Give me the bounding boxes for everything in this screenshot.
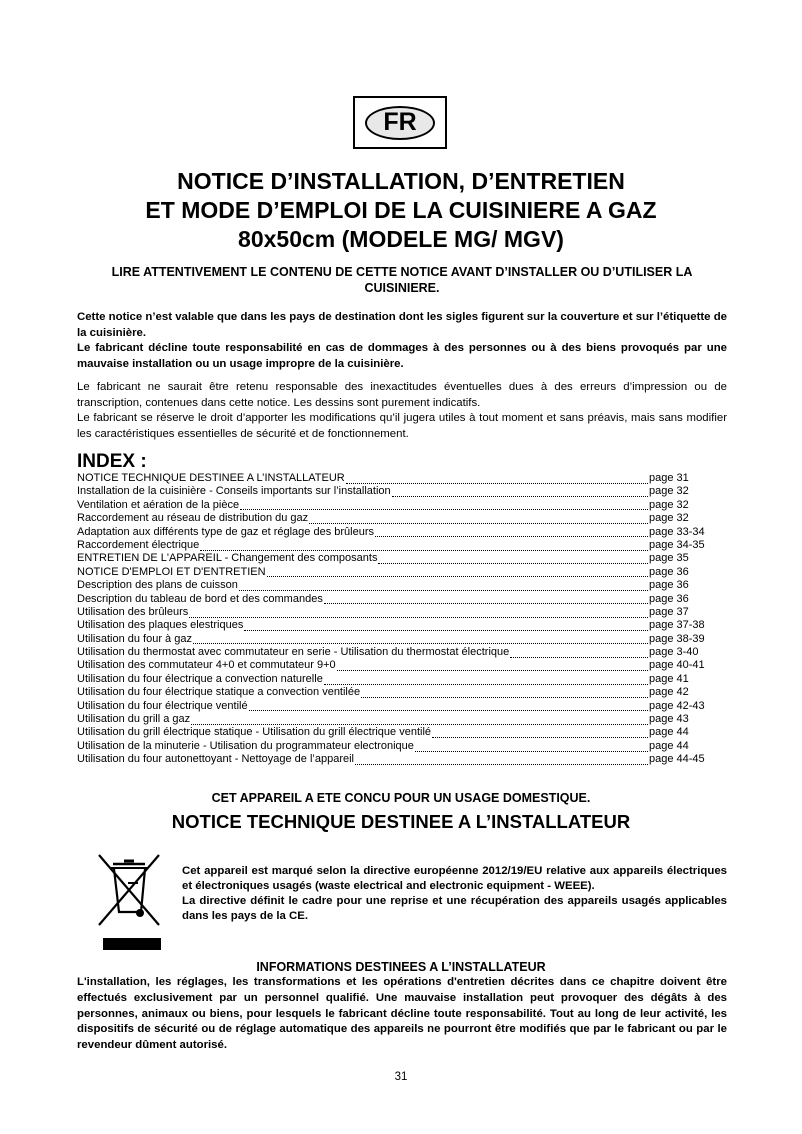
title-line-3: 80x50cm (MODELE MG/ MGV)	[238, 226, 564, 252]
domestic-use-notice: CET APPAREIL A ETE CONCU POUR UN USAGE DOMESTIQUE.	[211, 791, 591, 805]
index-item[interactable]: Utilisation du four autonettoyant - Nettoyage de l’appareil page 44-45	[77, 753, 705, 766]
index-item[interactable]: Utilisation des plaques elestriques page 37-38	[77, 619, 705, 632]
page-number: 31	[394, 1071, 408, 1083]
liability-paragraph: Le fabricant décline toute responsabilité en cas de dommages à des personnes ou à des biens provoqués par une mauvaise installation ou un usage impropre de la cuisinière.	[77, 342, 727, 370]
index-item[interactable]: Utilisation du four électrique a convection naturelle page 41	[77, 672, 689, 685]
document-title	[0, 167, 802, 254]
country-code-oval: FR	[365, 106, 435, 140]
index-item[interactable]: Utilisation du grill a gaz page 43	[77, 713, 689, 726]
index-list	[77, 472, 727, 767]
title-line-1: NOTICE D’INSTALLATION, D’ENTRETIEN	[177, 168, 625, 194]
crossed-out-wheelie-bin-icon	[93, 850, 165, 952]
index-item[interactable]: Utilisation du thermostat avec commutateur en serie - Utilisation du thermostat électrique page 3-40	[77, 646, 699, 659]
leader-dots	[249, 701, 648, 711]
leader-dots	[378, 554, 648, 564]
read-carefully-warning: LIRE ATTENTIVEMENT LE CONTENU DE CETTE NOTICE AVANT D’INSTALLER OU D’UTILISER LA CUISINIERE.	[111, 265, 693, 295]
index-item[interactable]: Utilisation de la minuterie - Utilisation du programmateur electronique page 44	[77, 739, 689, 752]
intro-bold-block	[77, 310, 727, 372]
leader-dots	[337, 661, 648, 671]
leader-dots	[189, 608, 648, 618]
leader-dots	[324, 594, 648, 604]
leader-dots	[510, 648, 648, 658]
leader-dots	[193, 634, 648, 644]
index-item[interactable]: NOTICE D'EMPLOI ET D'ENTRETIEN page 36	[77, 565, 689, 578]
leader-dots	[361, 688, 648, 698]
leader-dots	[239, 581, 648, 591]
leader-dots	[375, 527, 648, 537]
index-item[interactable]: NOTICE TECHNIQUE DESTINEE A L’INSTALLATEUR page 31	[77, 472, 689, 484]
intro-regular-block	[77, 380, 727, 442]
leader-dots	[415, 742, 648, 752]
section-title: NOTICE TECHNIQUE DESTINEE A L’INSTALLATEUR	[171, 811, 631, 832]
leader-dots	[240, 500, 648, 510]
leader-dots	[200, 541, 648, 551]
leader-dots	[346, 474, 648, 484]
weee-notice	[182, 864, 727, 924]
index-item[interactable]: Utilisation du four à gaz page 38-39	[77, 632, 705, 645]
validity-paragraph: Cette notice n’est valable que dans les pays de destination dont les sigles figurent sur la couverture et sur l’étiquette de la cuisinière.	[77, 311, 727, 339]
index-item[interactable]: Adaptation aux différents type de gaz et réglage des brûleurs page 33-34	[77, 525, 705, 538]
leader-dots	[432, 728, 648, 738]
index-item[interactable]: Utilisation du four électrique ventilé page 42-43	[77, 699, 705, 712]
installer-info-text: L'installation, les réglages, les transformations et les opérations d'entretien décrites dans ce chapitre doivent être effectués exclusivement par un personnel qualifié. Une mauvaise installation peut provoquer des dégâts à des personnes, animaux ou biens, pour lesquels le fabricant décline toute responsabilité. Tout au long de leur activité, les dispositifs de sécurité ou de réglage automatique des appareils ne pourront être modifiés que par le fabricant ou par le revendeur dûment autorisé.	[77, 976, 727, 1052]
weee-directive-paragraph: Cet appareil est marqué selon la directive européenne 2012/19/EU relative aux appareils électriques et électroniques usagés (waste electrical and electronic equipment - WEEE).	[182, 865, 727, 892]
index-item[interactable]: Utilisation du four électrique statique a convection ventilée page 42	[77, 686, 689, 699]
leader-dots	[392, 487, 648, 497]
country-badge	[353, 96, 447, 149]
leader-dots	[355, 755, 648, 765]
index-item[interactable]: Installation de la cuisinière - Conseils importants sur l’installation page 32	[77, 485, 689, 498]
index-item[interactable]: Raccordement au réseau de distribution du gaz page 32	[77, 512, 689, 525]
index-item[interactable]: Utilisation des brûleurs page 37	[77, 605, 689, 618]
leader-dots	[309, 514, 648, 524]
index-item[interactable]: Utilisation des commutateur 4+0 et commutateur 9+0 page 40-41	[77, 659, 705, 672]
errata-paragraph: Le fabricant ne saurait être retenu responsable des inexactitudes éventuelles dues à des erreurs d’impression ou de transcription, contenues dans cette notice. Les dessins sont purement indicatifs.	[77, 381, 727, 409]
leader-dots	[267, 567, 648, 577]
title-line-2: ET MODE D’EMPLOI DE LA CUISINIERE A GAZ	[145, 197, 657, 223]
index-item[interactable]: Ventilation et aération de la pièce page 32	[77, 498, 689, 511]
index-title: INDEX :	[77, 451, 147, 472]
modifications-paragraph: Le fabricant se réserve le droit d’apporter les modifications qu’il jugera utiles à tout moment et sans préavis, mais sans modifier les caractéristiques essentielles de sécurité et de fonctionnement.	[77, 412, 727, 440]
index-item[interactable]: Utilisation du grill électrique statique - Utilisation du grill électrique ventilé page 44	[77, 726, 689, 739]
index-item[interactable]: ENTRETIEN DE L'APPAREIL - Changement des composants page 35	[77, 552, 689, 565]
index-item[interactable]: Description du tableau de bord et des commandes page 36	[77, 592, 689, 605]
index-item[interactable]: Description des plans de cuisson page 36	[77, 579, 689, 592]
leader-dots	[324, 675, 648, 685]
weee-framework-paragraph: La directive définit le cadre pour une reprise et une récupération des appareils usagés applicables dans les pays de la CE.	[182, 895, 727, 922]
leader-dots	[191, 715, 648, 725]
index-item[interactable]: Raccordement électrique page 34-35	[77, 538, 705, 551]
installer-info-title: INFORMATIONS DESTINEES A L’INSTALLATEUR	[256, 960, 546, 974]
leader-dots	[244, 621, 648, 631]
